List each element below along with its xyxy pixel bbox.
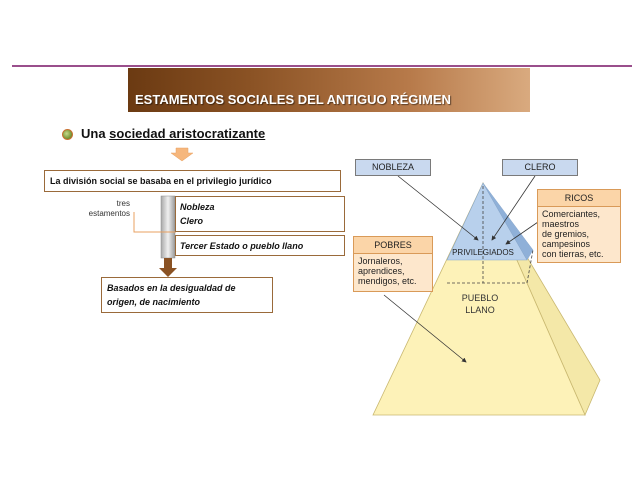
estamento-clero: Clero [180, 216, 204, 226]
llano-text: LLANO [465, 305, 495, 315]
estamentos-label: estamentos [88, 209, 130, 218]
tres-label: tres [116, 199, 130, 208]
down-arrow-orange [171, 148, 193, 161]
tres-estamentos-label [70, 199, 130, 219]
estamento-nobleza: Nobleza [180, 202, 215, 212]
ricos-line: con tierras, etc. [542, 249, 604, 259]
pobres-line: Jornaleros, [358, 256, 403, 266]
pobres-title: POBRES [354, 237, 432, 254]
ricos-line: Comerciantes, [542, 209, 601, 219]
pueblo-llano-label [450, 292, 510, 316]
bullet-prefix: Una [81, 126, 110, 141]
nobleza-pointer [398, 176, 478, 240]
pobres-body [354, 254, 432, 288]
pobres-box [353, 236, 433, 292]
ricos-box [537, 189, 621, 263]
division-box [44, 170, 341, 192]
basados-box [101, 277, 273, 313]
basados-line-1: Basados en la desigualdad de [107, 283, 236, 293]
ricos-line: maestros [542, 219, 580, 229]
estamentos-box [175, 196, 345, 232]
tercer-estado-box [175, 235, 345, 256]
ricos-line: campesinos [542, 239, 591, 249]
pobres-line: aprendices, [358, 266, 405, 276]
bullet-underlined: sociedad aristocratizante [109, 126, 266, 141]
ricos-body [538, 207, 620, 261]
pobres-line: mendigos, etc. [358, 276, 417, 286]
vertical-connector-bar [161, 196, 175, 258]
page-title: ESTAMENTOS SOCIALES DEL ANTIGUO RÉGIMEN [135, 92, 451, 107]
tercer-estado-text: Tercer Estado o pueblo llano [180, 241, 304, 251]
clero-label: CLERO [502, 159, 578, 176]
basados-line-2: origen, de nacimiento [107, 297, 201, 307]
pueblo-text: PUEBLO [461, 293, 499, 303]
nobleza-label: NOBLEZA [355, 159, 431, 176]
brown-arrow-head [159, 268, 177, 277]
ricos-line: de gremios, [542, 229, 590, 239]
ricos-title: RICOS [538, 190, 620, 207]
privilegiados-label: PRIVILEGIADOS [452, 248, 514, 257]
division-text: La división social se basaba en el privilegio jurídico [50, 176, 272, 186]
